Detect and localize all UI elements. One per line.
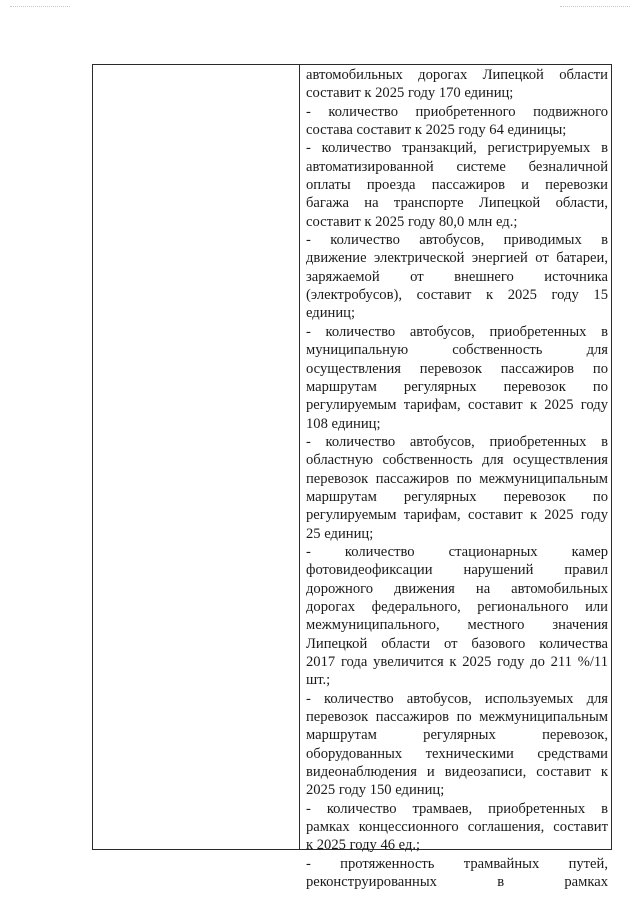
text-line: маршрутам регулярных перевозок, [306,727,608,744]
text-line: 108 единиц; [306,415,381,432]
text-line: реконструированных в рамках [306,874,608,891]
text-line: к 2025 году 46 ед.; [306,837,421,854]
text-line: шт.; [306,672,331,689]
text-line: - количество автобусов, используемых для [306,690,608,707]
text-line: фотовидеофиксации нарушений правил [306,562,608,579]
text-line: - протяженность трамвайных путей, [306,855,608,872]
text-line: дорогах федерального, регионального или [306,598,608,615]
text-line: дорожного движения на автомобильных [306,580,608,597]
text-line: единиц; [306,305,356,322]
table-right-cell [306,66,608,891]
text-line: рамках концессионного соглашения, составит [306,819,608,836]
text-line: 2025 году 150 единиц; [306,782,445,799]
text-line: заряжаемой от внешнего источника [306,268,608,285]
text-line: - количество трамваев, приобретенных в [306,800,608,817]
text-line: багажа на транспорте Липецкой области, [306,195,608,212]
text-line: - количество транзакций, регистрируемых в [306,140,608,157]
text-line: движение электрической энергией от батареи, [306,250,608,267]
text-line: оплаты проезда пассажиров и перевозки [306,177,608,194]
text-line: - количество автобусов, приобретенных в [306,323,608,340]
text-line: областную собственность для осуществления [306,452,608,469]
text-line: оборудованных техническими средствами [306,745,608,762]
text-line: автоматизированной системе безналичной [306,158,608,175]
table-left-cell [93,65,298,849]
text-line: Липецкой области от базового количества [306,635,608,652]
text-line: осуществления перевозок пассажиров по [306,360,608,377]
text-line: муниципальную собственность для [306,342,608,359]
text-line: автомобильных дорогах Липецкой области [306,67,608,83]
text-line: перевозок пассажиров по межмуниципальным [306,709,608,726]
text-line: состава составит к 2025 году 64 единицы; [306,122,567,139]
text-line: регулируемым тарифам, составит к 2025 году [306,397,608,414]
text-line: видеонаблюдения и видеозаписи, составит к [306,764,608,781]
scan-artifact-left [10,6,70,9]
text-line: маршрутам регулярных перевозок по [306,488,608,505]
table-column-divider [299,64,300,850]
text-line: - количество автобусов, приводимых в [306,232,608,249]
text-line: - количество стационарных камер [306,543,608,560]
scan-artifact-right [560,6,630,9]
text-line: 25 единиц; [306,525,374,542]
text-line: маршрутам регулярных перевозок по [306,378,608,395]
text-line: - количество автобусов, приобретенных в [306,433,608,450]
text-line: регулируемым тарифам, составит к 2025 году [306,507,608,524]
text-line: составит к 2025 году 170 единиц; [306,85,514,102]
text-line: (электробусов), составит к 2025 году 15 [306,287,608,304]
text-line: межмуниципального, местного значения [306,617,608,634]
text-line: перевозок пассажиров по межмуниципальным [306,470,608,487]
text-line: 2017 года увеличится к 2025 году до 211 %/11 [306,654,608,670]
text-line: - количество приобретенного подвижного [306,103,608,120]
text-line: составит к 2025 году 80,0 млн ед.; [306,213,518,230]
